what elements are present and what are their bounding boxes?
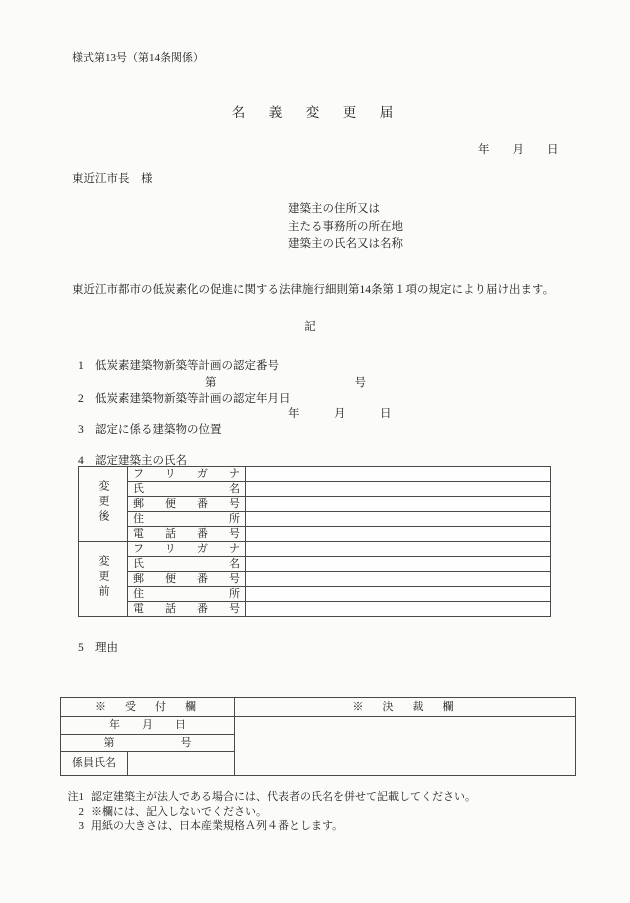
item-5-label: 理由	[95, 642, 118, 654]
after-name-label: 氏名	[128, 482, 246, 497]
body-clause: 東近江市都市の低炭素化の促進に関する法律施行細則第14条第１項の規定により届け出ます。	[72, 284, 555, 296]
table-row	[79, 557, 551, 572]
after-address-label: 住所	[128, 512, 246, 527]
title-container	[60, 101, 570, 121]
approval-column-header: ※ 決 裁 欄	[235, 698, 576, 717]
footnote-2	[60, 805, 476, 820]
item-5	[78, 639, 118, 655]
reception-date-cell: 年 月 日	[61, 717, 235, 735]
table-row	[79, 602, 551, 617]
footnote-1-prefix: 注1	[67, 791, 84, 803]
item-3-number: 3	[78, 424, 84, 436]
before-phone-label: 電話番号	[128, 602, 246, 617]
item-3-label: 認定に係る建築物の位置	[95, 424, 222, 436]
table-row	[79, 542, 551, 557]
footnote-2-prefix: 2	[78, 805, 84, 818]
before-address-label: 住所	[128, 587, 246, 602]
before-phone-value	[246, 602, 551, 617]
footnote-2-text: ※欄には、記入しないでください。	[91, 805, 267, 818]
approval-empty-cell	[235, 717, 576, 776]
applicant-label-block	[288, 201, 403, 254]
staff-name-value	[128, 752, 235, 776]
footnotes	[60, 790, 476, 834]
before-furigana-label: フリガナ	[128, 542, 246, 557]
footnote-1-text: 認定建築主が法人である場合には、代表者の氏名を併せて記載してください。	[91, 791, 476, 803]
before-address-value	[246, 587, 551, 602]
table-row	[79, 512, 551, 527]
table-row	[79, 482, 551, 497]
table-row	[79, 587, 551, 602]
list-marker: 記	[304, 321, 316, 333]
list-marker-container	[60, 318, 560, 334]
item-2-number: 2	[78, 393, 84, 405]
staff-name-label: 係員氏名	[61, 752, 128, 776]
before-postal-code-label: 郵便番号	[128, 572, 246, 587]
document-title: 名 義 変 更 届	[231, 105, 399, 120]
addressee: 東近江市長 様	[72, 173, 153, 185]
footnote-3-text: 用紙の大きさは、日本産業規格Ａ列４番とします。	[91, 820, 344, 833]
footnote-3	[60, 819, 476, 834]
after-phone-value	[246, 527, 551, 542]
item-4-number: 4	[78, 455, 84, 467]
item-1-number: 1	[78, 360, 84, 372]
group-after-change: 変更後	[79, 467, 128, 542]
reception-column-header: ※ 受 付 欄	[61, 698, 235, 717]
item-2	[78, 390, 291, 406]
applicant-name-label: 建築主の氏名又は名称	[288, 238, 403, 250]
item-2-fill-line: 年 月 日	[288, 408, 392, 420]
after-phone-label: 電話番号	[128, 527, 246, 542]
footnote-1	[60, 790, 476, 805]
table-row	[79, 467, 551, 482]
item-5-number: 5	[78, 642, 84, 654]
before-postal-code-value	[246, 572, 551, 587]
table-row	[79, 527, 551, 542]
after-address-value	[246, 512, 551, 527]
office-use-table	[60, 697, 576, 776]
before-furigana-value	[246, 542, 551, 557]
form-number: 様式第13号（第14条関係）	[72, 52, 204, 64]
item-1-fill-line: 第 号	[205, 377, 366, 389]
before-name-label: 氏名	[128, 557, 246, 572]
after-furigana-value	[246, 467, 551, 482]
group-before-change: 変更前	[79, 542, 128, 617]
applicant-office-location-label: 主たる事務所の所在地	[288, 220, 403, 233]
reception-number-cell: 第 号	[61, 735, 235, 752]
item-1	[78, 357, 279, 373]
after-name-value	[246, 482, 551, 497]
submission-date-line: 年 月 日	[478, 144, 559, 156]
before-name-value	[246, 557, 551, 572]
table-row	[79, 572, 551, 587]
applicant-address-label: 建築主の住所又は	[288, 203, 380, 215]
after-postal-code-value	[246, 497, 551, 512]
after-postal-code-label: 郵便番号	[128, 497, 246, 512]
item-2-label: 低炭素建築物新築等計画の認定年月日	[95, 393, 291, 405]
footnote-3-prefix: 3	[78, 820, 84, 833]
item-1-label: 低炭素建築物新築等計画の認定番号	[95, 360, 279, 372]
table-row	[79, 497, 551, 512]
certified-builder-name-table	[78, 466, 551, 617]
table-row	[61, 698, 576, 717]
item-4-label: 認定建築主の氏名	[95, 455, 187, 467]
item-3	[78, 421, 222, 437]
table-row	[61, 717, 576, 735]
after-furigana-label: フリガナ	[128, 467, 246, 482]
